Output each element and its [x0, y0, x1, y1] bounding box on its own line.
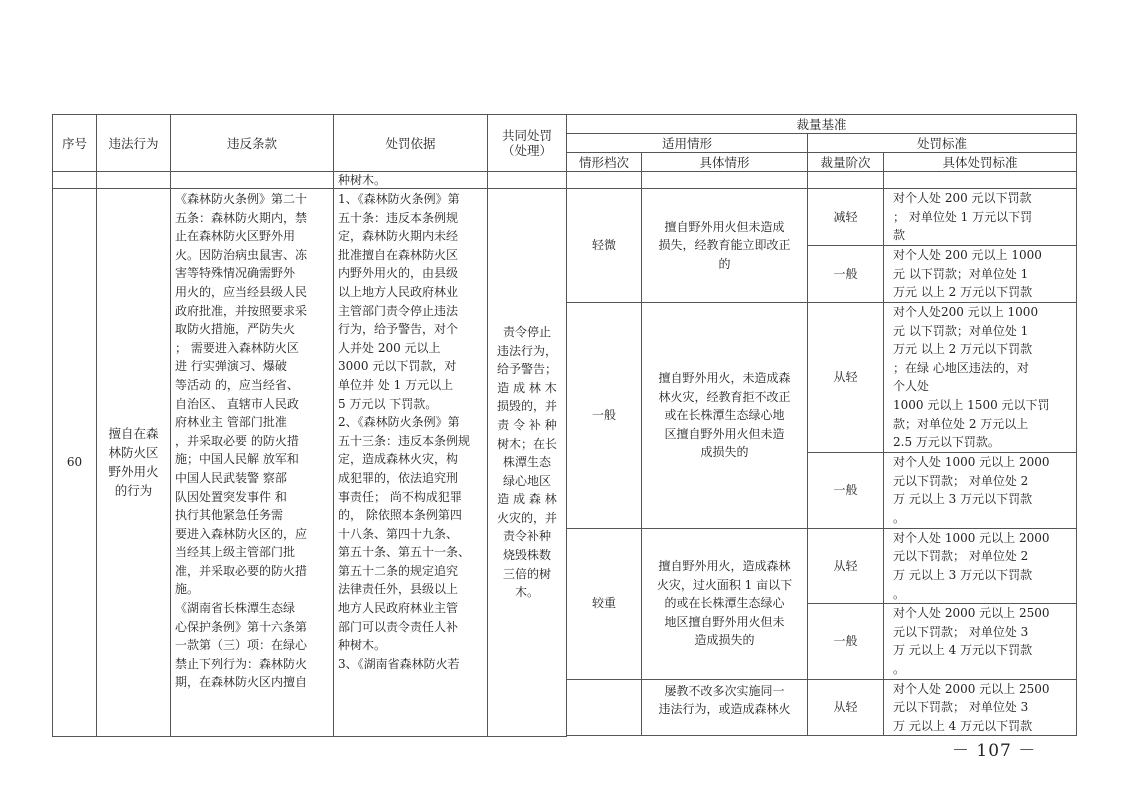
tier-situation: 擅自野外用火，造成森林 火灾，过火面积 1 亩以下 的或在长株潭生态绿心 地区擅自野外用火但未 造成损失的: [642, 528, 808, 679]
header-standard: 处罚标准: [808, 134, 1077, 153]
row-common-penalty: 责令停止 违法行为， 给予警告； 造 成 林 木 损毁的，并 责 令 补 种 树木；在长 株潭生态 绿心地区 造 成 森 林 火灾的，并 责令补种 烧毁株数 三倍的树 木。: [488, 189, 567, 737]
carryover-basis-text: 种树木。: [334, 172, 488, 189]
row-penalty-basis: 1、《森林防火条例》第 五十条：违反本条例规 定，森林防火期内未经 批准擅自在森林防火区 内野外用火的，由县级 以上地方人民政府林业 主管部门责令停止违法 行为，给予警告，对个 人并处 200 元以上 3000 元以下罚款，对 单位并 处 1 万元以上 5 万元以 下罚款。 2、《森林防火条例》第 五十三条：违反本条例规 定，造成森林火灾，构 成犯罪的，依法追究刑 事责任； 尚不构成犯罪 的， 除依照本条例第四 十八条、第四十九条、 第五十条、第五十一条、 第五十二条的规定追究 法律责任外，县级以上 地方人民政府林业主管 部门可以责令责任人补 种树木。 3、《湖南省森林防火若: [334, 189, 488, 737]
tier-level: 较重: [567, 528, 642, 679]
tier-standard: 对个人处200 元以上 1000 元 以下罚款；对单位处 1 万元 以上 2 万元以下罚款 ；在绿 心地区违法的，对 个人处 1000 元以上 1500 元以下罚 款；对单位处 2 万元以上 2.5 万元以下罚款。: [884, 303, 1077, 453]
carryover-row: [53, 172, 1077, 189]
tier-standard: 对个人处 2000 元以上 2500 元以下罚款； 对单位处 3 万 元以上 4 万元以下罚款: [884, 679, 1077, 736]
tier-standard: 对个人处 1000 元以上 2000 元以下罚款； 对单位处 2 万 元以上 3 万元以下罚款 。: [884, 528, 1077, 603]
header-penalty-basis: 处罚依据: [334, 115, 488, 172]
header-standard-detail: 具体处罚标准: [884, 153, 1077, 172]
header-detail: 具体情形: [642, 153, 808, 172]
tier-standard: 对个人处 200 元以上 1000 元 以下罚款；对单位处 1 万元 以上 2 万元以下罚款: [884, 246, 1077, 303]
header-seq: 序号: [53, 115, 97, 172]
tier-situation: 屡教不改多次实施同一 违法行为，或造成森林火: [642, 679, 808, 736]
tier-standard: 对个人处 1000 元以上 2000 元以下罚款； 对单位处 2 万 元以上 3 万元以下罚款 。: [884, 452, 1077, 528]
header-applicable: 适用情形: [567, 134, 808, 153]
tier-stage: 一般: [808, 246, 884, 303]
row-violation: 擅自在森 林防火区 野外用火 的行为: [97, 189, 171, 737]
tier-level: 一般: [567, 303, 642, 529]
tier-stage: 从轻: [808, 679, 884, 736]
row-seq: 60: [53, 189, 97, 737]
table-row: [53, 189, 1077, 246]
tier-standard: 对个人处 200 元以下罚款 ； 对单位处 1 万元以下罚 款: [884, 189, 1077, 246]
tier-level: [567, 679, 642, 736]
tier-standard: 对个人处 2000 元以上 2500 元以下罚款； 对单位处 3 万 元以上 4 万元以下罚款 。: [884, 604, 1077, 679]
header-common-penalty: 共同处罚 （处理）: [488, 115, 567, 172]
row-violated-clause: 《森林防火条例》第二十 五条：森林防火期内，禁 止在森林防火区野外用 火。因防治病虫鼠害、冻 害等特殊情况确需野外 用火的，应当经县级人民 政府批准，并按照要求采 取防火措施，严防失火 ； 需要进入森林防火区 进 行实弹演习、爆破 等活动 的，应当经省、 自治区、 直辖市人民政 府林业主 管部门批准 ，并采取必要 的防火措 施；中国人民解 放军和 中国人民武装警 察部 队因处置突发事件 和 执行其他紧急任务需 要进入森林防火区的，应 当经其上级主管部门批 准，并采取必要的防火措 施。 《湖南省长株潭生态绿 心保护条例》第十六条第 一款第（三）项：在绿心 禁止下列行为：森林防火 期，在森林防火区内擅自: [171, 189, 334, 737]
tier-stage: 从轻: [808, 528, 884, 603]
tier-stage: 一般: [808, 452, 884, 528]
header-violated-clause: 违反条款: [171, 115, 334, 172]
tier-stage: 从轻: [808, 303, 884, 453]
header-stage: 裁量阶次: [808, 153, 884, 172]
penalty-table: [52, 114, 1077, 737]
tier-stage: 减轻: [808, 189, 884, 246]
tier-level: 轻微: [567, 189, 642, 303]
page-number: － 107 －: [952, 741, 1037, 761]
tier-situation: 擅自野外用火但未造成 损失，经教育能立即改正 的: [642, 189, 808, 303]
header-level: 情形档次: [567, 153, 642, 172]
header-violation: 违法行为: [97, 115, 171, 172]
header-discretion: 裁量基准: [567, 115, 1077, 134]
tier-stage: 一般: [808, 604, 884, 679]
tier-situation: 擅自野外用火，未造成森 林火灾，经教育拒不改正 或在长株潭生态绿心地 区擅自野外用火但未造 成损失的: [642, 303, 808, 529]
